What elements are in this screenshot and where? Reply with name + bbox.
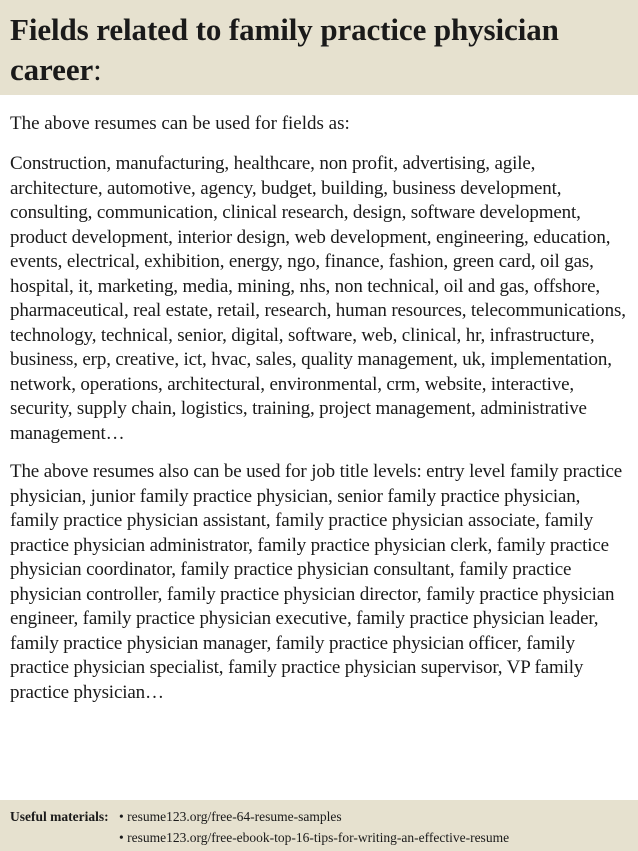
footer-row-1 xyxy=(10,806,628,827)
page-title-colon: : xyxy=(93,52,102,87)
useful-materials-label xyxy=(10,806,119,827)
job-levels-paragraph: The above resumes also can be used for job title levels: entry level family practice physician, junior family practice physician, senior family practice physician, family practice physician assistant, family practice physician associate, family practice physician administrator, family practice physician clerk, family practice physician coordinator, family practice physician consultant, family practice physician controller, family practice physician director, family practice physician engineer, family practice physician executive, family practice physician leader, family practice physician manager, family practice physician officer, family practice physician specialist, family practice physician supervisor, VP family practice physician… xyxy=(10,461,623,703)
page-title xyxy=(10,10,628,90)
intro-text: The above resumes can be used for fields as: xyxy=(10,113,350,134)
header-band xyxy=(0,0,638,95)
footer-row-2 xyxy=(10,827,628,848)
useful-materials-label-colon: : xyxy=(104,809,109,824)
useful-materials-label-text: Useful materials xyxy=(10,809,105,824)
fields-paragraph: Construction, manufacturing, healthcare, non profit, advertising, agile, architecture, automotive, agency, budget, building, business development, consulting, communication, clinical research, design, software development, product development, interior design, web development, engineering, education, events, electrical, exhibition, energy, ngo, finance, fashion, green card, oil gas, hospital, it, marketing, media, mining, nhs, non technical, oil and gas, offshore, pharmaceutical, real estate, retail, research, human resources, telecommunications, technology, technical, senior, digital, software, web, clinical, hr, infrastructure, business, erp, creative, ict, hvac, sales, quality management, uk, implementation, network, operations, architectural, environmental, crm, website, interactive, security, supply chain, logistics, training, project management, administrative management… xyxy=(10,153,626,444)
main-content xyxy=(10,112,632,705)
footer-label-spacer xyxy=(10,827,119,848)
footer-link-ebook-tips[interactable]: • resume123.org/free-ebook-top-16-tips-for-writing-an-effective-resume xyxy=(119,830,510,845)
page-title-text: Fields related to family practice physician career xyxy=(10,12,559,87)
footer-band xyxy=(0,800,638,851)
footer-link-resume-samples[interactable]: • resume123.org/free-64-resume-samples xyxy=(119,809,342,824)
